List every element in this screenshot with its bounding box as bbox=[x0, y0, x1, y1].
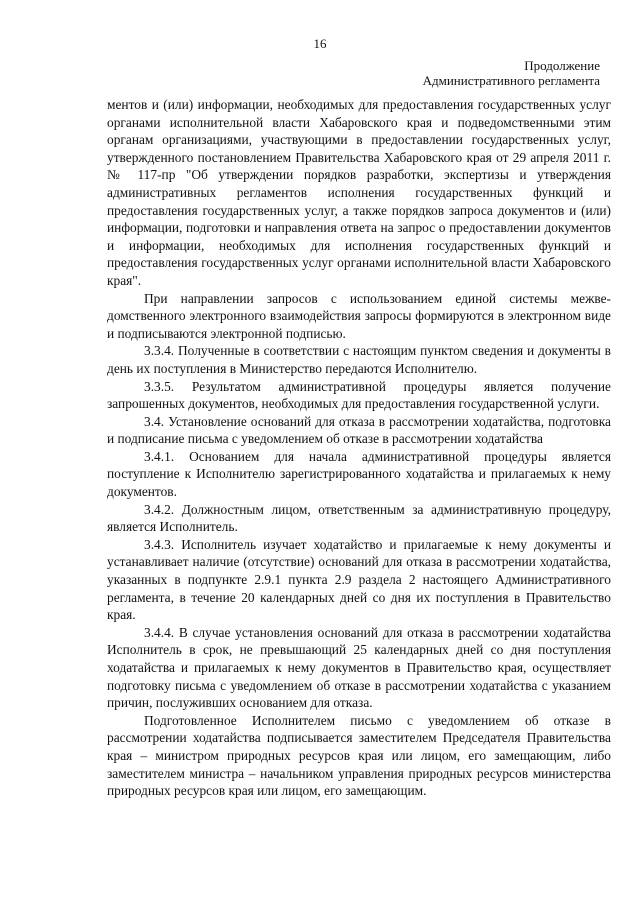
paragraph-3-4-2: 3.4.2. Должностным лицом, ответственным за административную процедуру, является Исполнитель. bbox=[107, 501, 611, 535]
paragraph-3-3-5: 3.3.5. Результатом административной процедуры является получение запрошенных документов, необходимых для предоставления государственной услуги. bbox=[107, 378, 611, 412]
paragraph-3-3-4: 3.3.4. Полученные в соответствии с настоящим пунктом сведения и документы в день их поступления в Министерство передаются Исполнителю. bbox=[107, 343, 611, 376]
paragraph: При направлении запросов с использованием единой системы межведомственного электронного взаимодействия запросы формируются в электронном виде и подписываются электронной подписью. bbox=[107, 290, 611, 341]
continuation-line: Продолжение bbox=[524, 58, 600, 73]
paragraph: Подготовленное Исполнителем письмо с уведомлением об отказе в рассмотрении ходатайства подписывается заместителем Председателя Правительства края – министром природных ресурсов края или лицом, его замещающим, либо заместителем министра – начальником управления природных ресурсов министерства природных ресурсов края или лицом, его замещающим. bbox=[107, 712, 611, 799]
section-heading-3-4: 3.4. Установление оснований для отказа в рассмотрении ходатайства, подготовка и подписание письма с уведомлением об отказе в рассмотрении ходатайства bbox=[107, 413, 611, 447]
paragraph-3-4-3: 3.4.3. Исполнитель изучает ходатайство и прилагаемые к нему документы и устанавливает наличие (отсутствие) оснований для отказа в рассмотрении ходатайства, указанных в подпункте 2.9.1 пункта 2.9 раздела 2 настоящего Административного регламента, в течение 20 календарных дней со дня их поступления в Правительство края. bbox=[107, 536, 611, 623]
paragraph-3-4-1: 3.4.1. Основанием для начала административной процедуры является поступление к Исполнителю зарегистрированного ходатайства и прилагаемых к нему документов. bbox=[107, 448, 611, 500]
paragraph-continued: ментов и (или) информации, необходимых для предоставления государственных услуг органами исполнительной власти Хабаровского края и подведомственными этим органам организациями, участвующими в предоставлении государственных услуг, утвержденного постановлением Правительства Хабаровского края от 29 апреля 2011 г. № 117-пр "Об утверждении порядков разработки, экспертизы и утверждения административных регламентов исполнения государственных функций и предоставления государственных услуг, а также порядков запроса документов и (или) информации, подготовки и направления ответа на запрос о предоставлении документов и информации, необходимых для исполнения государственных функций и предоставления государственных услуг органами исполнительной власти Хабаровского края". bbox=[107, 97, 611, 288]
continuation-line: Административного регламента bbox=[422, 73, 600, 88]
document-body bbox=[107, 96, 611, 800]
paragraph-3-4-4: 3.4.4. В случае установления оснований для отказа в рассмотрении ходатайства Исполнитель в срок, не превышающий 25 календарных дней со дня поступления ходатайства и прилагаемых к нему документов в Правительство края, осуществляет подготовку письма с уведомлением об отказе в рассмотрении ходатайства с указанием причин, послуживших основанием для отказа. bbox=[107, 624, 611, 711]
page-number: 16 bbox=[313, 36, 327, 51]
continuation-note bbox=[360, 58, 600, 88]
